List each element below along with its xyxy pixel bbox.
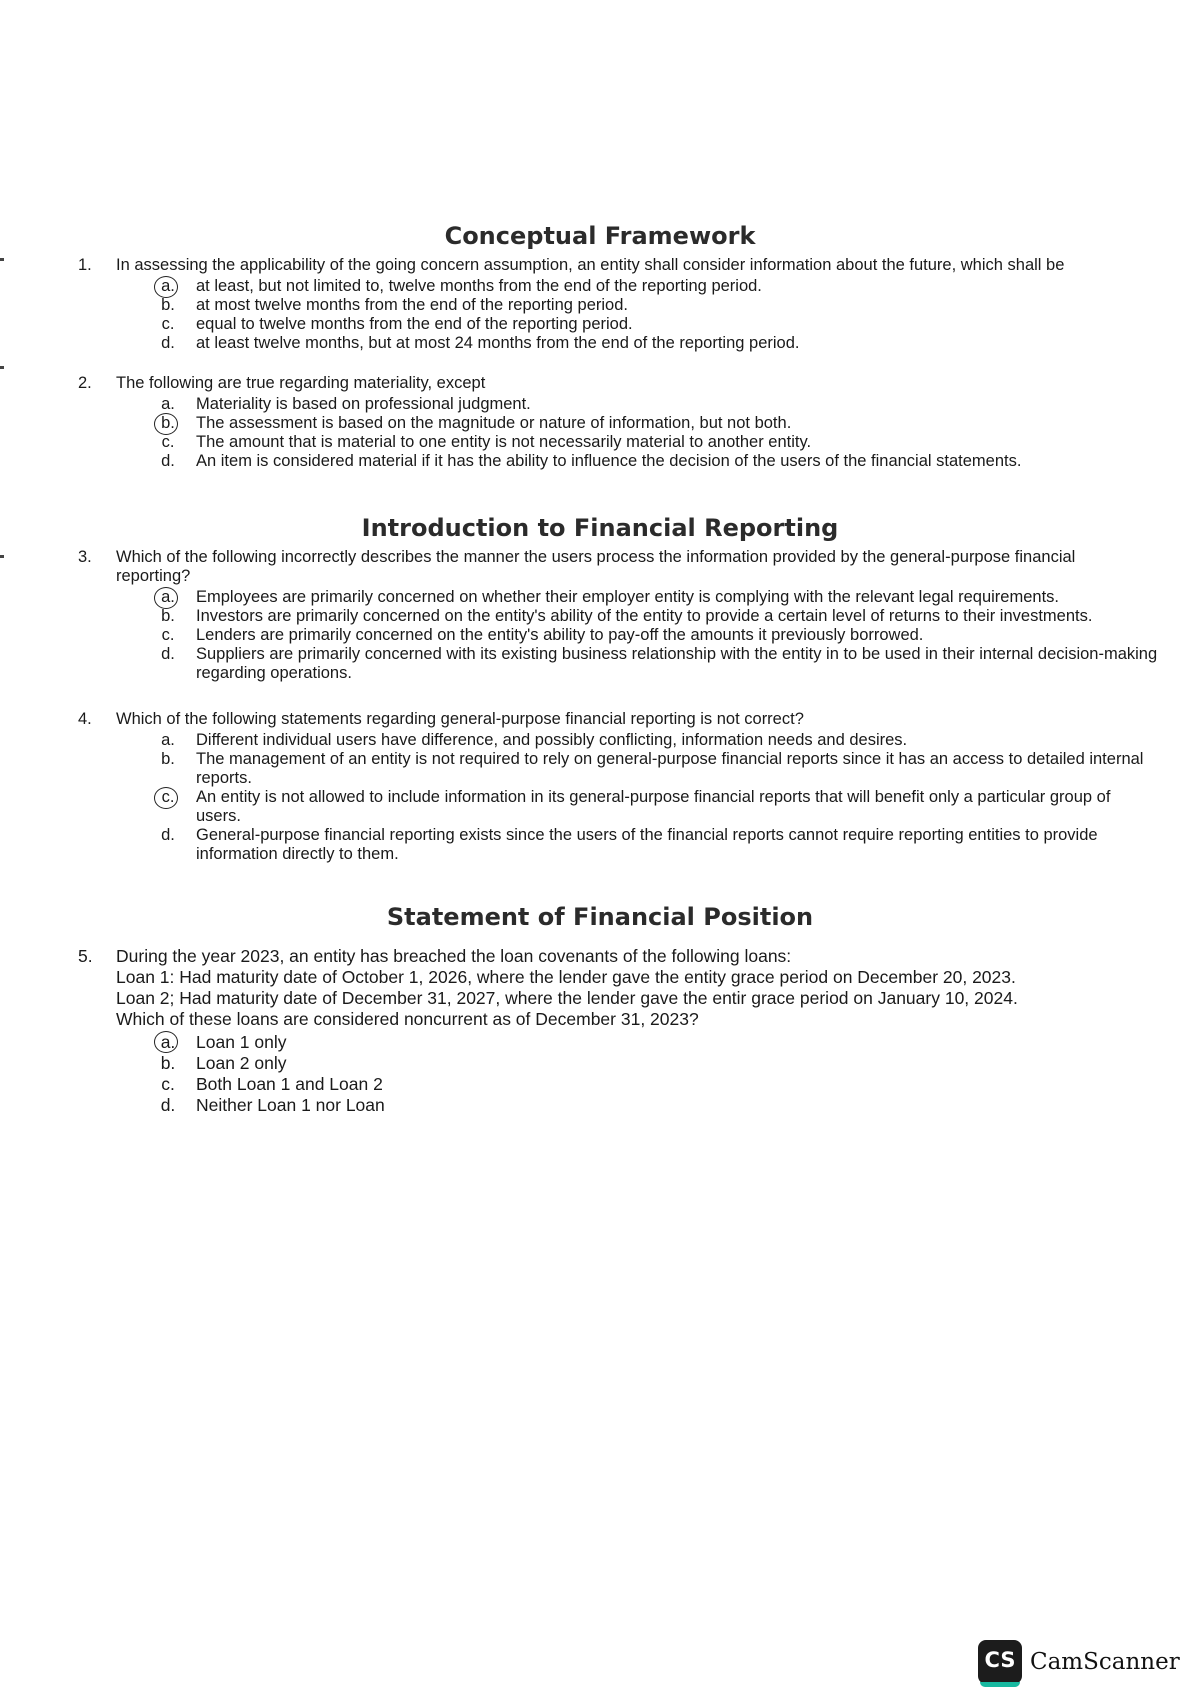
question-stem-line: During the year 2023, an entity has breached the loan covenants of the following loans:	[116, 946, 792, 966]
option-text: The management of an entity is not required to rely on general-purpose financial reports since it has an access to detailed internal reports.	[196, 750, 1144, 787]
option-text: Suppliers are primarily concerned with its existing business relationship with the entity in to be used in their internal decision-making regarding operations.	[196, 645, 1158, 682]
question-1	[78, 256, 1158, 353]
option-letter: d.	[161, 645, 175, 663]
question-4	[78, 710, 1158, 864]
option-text: Investors are primarily concerned on the entity's ability of the entity to provide a certain level of returns to their investments.	[196, 607, 1093, 625]
answer-option-a	[156, 588, 1158, 607]
option-text: Neither Loan 1 nor Loan	[196, 1095, 385, 1115]
scan-speck	[0, 555, 4, 558]
option-letter-circled: b.	[156, 414, 180, 433]
answer-option-b	[156, 296, 1158, 315]
camscanner-wordmark: CamScanner	[1030, 1649, 1180, 1675]
question-stem-line: Loan 2; Had maturity date of December 31, 2027, where the lender gave the entir grace period on January 10, 2024.	[116, 988, 1018, 1008]
question-number: 1.	[78, 256, 92, 274]
answer-option-b	[156, 750, 1158, 788]
answer-option-d	[156, 452, 1158, 471]
question-stem	[116, 946, 1158, 1030]
scan-speck	[0, 258, 4, 261]
answer-option-a	[156, 731, 1158, 750]
question-number: 5.	[78, 946, 93, 966]
option-letter: b.	[161, 607, 175, 625]
option-text: Materiality is based on professional judgment.	[196, 395, 531, 413]
answer-option-d	[156, 826, 1158, 864]
option-letter: d.	[161, 452, 175, 470]
answer-option-b	[156, 414, 1158, 433]
question-stem-line: In assessing the applicability of the going concern assumption, an entity shall consider information about the future, which shall be	[116, 256, 1065, 274]
question-stem	[116, 256, 1158, 275]
answer-option-c	[156, 788, 1158, 826]
question-stem	[116, 548, 1158, 586]
option-letter: d.	[161, 826, 175, 844]
question-2	[78, 374, 1158, 471]
option-text: An item is considered material if it has the ability to influence the decision of the users of the financial statements.	[196, 452, 1022, 470]
question-5	[78, 946, 1158, 1116]
question-stem-line: The following are true regarding materiality, except	[116, 374, 486, 392]
option-text: Loan 1 only	[196, 1032, 287, 1052]
question-number: 3.	[78, 548, 92, 566]
option-text: at least, but not limited to, twelve months from the end of the reporting period.	[196, 277, 762, 295]
question-number: 4.	[78, 710, 92, 728]
option-text: Both Loan 1 and Loan 2	[196, 1074, 383, 1094]
answer-option-d	[156, 645, 1158, 683]
answer-option-d	[156, 334, 1158, 353]
question-3	[78, 548, 1158, 683]
question-stem	[116, 710, 1158, 729]
option-text: The assessment is based on the magnitude or nature of information, but not both.	[196, 414, 792, 432]
option-text: at least twelve months, but at most 24 months from the end of the reporting period.	[196, 334, 800, 352]
answer-option-c	[156, 1074, 1158, 1095]
option-letter: a.	[161, 395, 175, 413]
camscanner-logo-icon: CS	[978, 1640, 1022, 1684]
option-letter: b.	[161, 296, 175, 314]
question-stem-line: reporting?	[116, 567, 191, 585]
option-text: General-purpose financial reporting exists since the users of the financial reports cannot require reporting entities to provide information directly to them.	[196, 826, 1098, 863]
answer-option-c	[156, 626, 1158, 645]
answer-option-a	[156, 1032, 1158, 1053]
question-stem-line: Which of the following incorrectly describes the manner the users process the information provided by the general-purpose financial	[116, 548, 1076, 566]
option-letter: a.	[161, 731, 175, 749]
answer-option-c	[156, 315, 1158, 334]
option-letter-circled: c.	[156, 788, 180, 807]
answer-option-a	[156, 277, 1158, 296]
option-text: Lenders are primarily concerned on the entity's ability to pay-off the amounts it previously borrowed.	[196, 626, 924, 644]
option-letter-circled: a.	[156, 1032, 180, 1053]
option-letter: c.	[161, 1074, 175, 1094]
answer-option-b	[156, 607, 1158, 626]
option-text: Different individual users have difference, and possibly conflicting, information needs and desires.	[196, 731, 908, 749]
option-letter: c.	[161, 433, 175, 451]
section-title-statement-financial-position: Statement of Financial Position	[386, 903, 814, 931]
option-letter: c.	[161, 315, 175, 333]
option-text: The amount that is material to one entity is not necessarily material to another entity.	[196, 433, 812, 451]
option-letter-circled: a.	[156, 277, 180, 296]
question-stem-line: Which of these loans are considered noncurrent as of December 31, 2023?	[116, 1009, 699, 1029]
answer-option-c	[156, 433, 1158, 452]
question-number: 2.	[78, 374, 92, 392]
option-letter: b.	[161, 750, 175, 768]
option-letter-circled: a.	[156, 588, 180, 607]
option-letter: d.	[161, 334, 175, 352]
option-letter: d.	[160, 1095, 176, 1115]
question-stem-line: Loan 1: Had maturity date of October 1, 2026, where the lender gave the entity grace period on December 20, 2023.	[116, 967, 1016, 987]
option-text: equal to twelve months from the end of the reporting period.	[196, 315, 633, 333]
section-title-conceptual-framework: Conceptual Framework	[444, 222, 756, 250]
answer-option-a	[156, 395, 1158, 414]
option-letter: b.	[160, 1053, 176, 1073]
scan-speck	[0, 366, 4, 369]
option-letter: c.	[161, 626, 175, 644]
answer-option-b	[156, 1053, 1158, 1074]
section-title-intro-financial-reporting: Introduction to Financial Reporting	[361, 514, 839, 542]
question-stem	[116, 374, 1158, 393]
question-stem-line: Which of the following statements regarding general-purpose financial reporting is not correct?	[116, 710, 804, 728]
answer-option-d	[156, 1095, 1158, 1116]
option-text: at most twelve months from the end of the reporting period.	[196, 296, 628, 314]
option-text: Employees are primarily concerned on whether their employer entity is complying with the relevant legal requirements.	[196, 588, 1059, 606]
option-text: An entity is not allowed to include information in its general-purpose financial reports that will benefit only a particular group of users.	[196, 788, 1111, 825]
option-text: Loan 2 only	[196, 1053, 287, 1073]
